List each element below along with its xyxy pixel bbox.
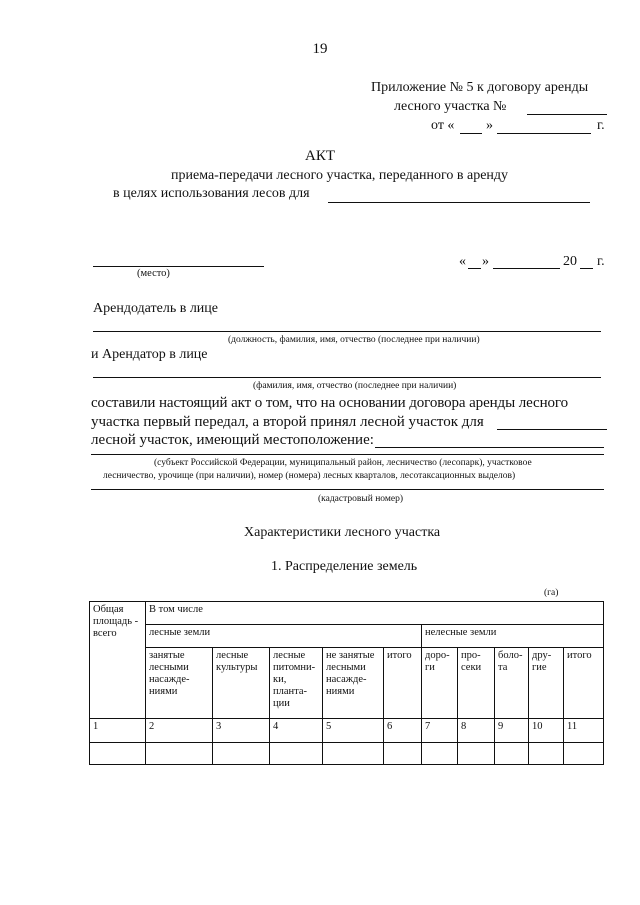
body-line-2: участка первый передал, а второй принял лесной участок для xyxy=(91,414,484,430)
table-row xyxy=(90,743,604,765)
lessor-label: Арендодатель в лице xyxy=(93,301,219,316)
table-cell xyxy=(458,743,495,765)
table-cell xyxy=(90,743,146,765)
header-col-7: доро-ги xyxy=(422,648,458,719)
col-number: 7 xyxy=(422,719,458,743)
body-purpose-line xyxy=(497,429,607,430)
lessor-hint: (должность, фамилия, имя, отчество (последнее при наличии) xyxy=(228,335,480,345)
table-cell xyxy=(384,743,422,765)
header-col-8: про-секи xyxy=(458,648,495,719)
table-cell xyxy=(270,743,323,765)
col-number: 10 xyxy=(529,719,564,743)
doc-subtitle-1: приема-передачи лесного участка, переданного в аренду xyxy=(171,168,509,183)
appendix-line-1: Приложение № 5 к договору аренды xyxy=(371,80,589,95)
cadastral-hint: (кадастровый номер) xyxy=(318,494,404,504)
header-col-2: занятые лесными насажде-ниями xyxy=(146,648,213,719)
table-cell xyxy=(422,743,458,765)
header-nonforest-lands: нелесные земли xyxy=(422,625,604,648)
body-line-1: составили настоящий акт о том, что на основании договора аренды лесного xyxy=(91,395,568,411)
header-total-area: Общая площадь - всего xyxy=(90,602,146,719)
col-number: 6 xyxy=(384,719,422,743)
doc-title: АКТ xyxy=(305,148,335,164)
date-month-line xyxy=(493,268,560,269)
col-number: 3 xyxy=(213,719,270,743)
header-col-10: дру-гие xyxy=(529,648,564,719)
col-number: 8 xyxy=(458,719,495,743)
table-number-row xyxy=(90,719,604,743)
location-hint-2: лесничество, урочище (при наличии), номер (номера) лесных кварталов, лесотаксационных выделов) xyxy=(103,471,516,481)
header-col-9: боло-та xyxy=(495,648,529,719)
page-number: 19 xyxy=(312,41,328,57)
col-number: 11 xyxy=(564,719,604,743)
body-line-3: лесной участок, имеющий местоположение: xyxy=(91,432,374,448)
subsection-title: 1. Распределение земель xyxy=(271,559,418,574)
lessor-line xyxy=(93,331,601,332)
lessee-hint: (фамилия, имя, отчество (последнее при наличии) xyxy=(253,381,457,391)
col-number: 4 xyxy=(270,719,323,743)
land-distribution-table xyxy=(89,601,604,765)
appendix-from-label: от « xyxy=(431,118,455,133)
header-col-5: не занятые лесными насажде-ниями xyxy=(323,648,384,719)
section-title: Характеристики лесного участка xyxy=(244,525,441,540)
contract-number-line xyxy=(527,114,607,115)
header-col-11: итого xyxy=(564,648,604,719)
col-number: 1 xyxy=(90,719,146,743)
col-number: 2 xyxy=(146,719,213,743)
header-col-4: лесные питомни-ки, планта-ции xyxy=(270,648,323,719)
appendix-year-label: г. xyxy=(597,118,605,133)
lessee-line xyxy=(93,377,601,378)
lessee-label: и Арендатор в лице xyxy=(91,347,208,362)
header-col-6: итого xyxy=(384,648,422,719)
date-quote-open: « xyxy=(459,254,466,269)
date-quote-close: » xyxy=(482,254,489,269)
appendix-month-line xyxy=(497,133,591,134)
location-line xyxy=(375,447,604,448)
table-cell xyxy=(564,743,604,765)
header-forest-lands: лесные земли xyxy=(146,625,422,648)
doc-subtitle-2: в целях использования лесов для xyxy=(113,186,310,201)
table-cell xyxy=(323,743,384,765)
purpose-line xyxy=(328,202,590,203)
col-number: 9 xyxy=(495,719,529,743)
appendix-day-line xyxy=(460,133,482,134)
location-hint-1: (субъект Российской Федерации, муниципальный район, лесничество (лесопарк), участковое xyxy=(154,458,532,468)
appendix-quote-close: » xyxy=(486,118,493,133)
header-including: В том числе xyxy=(146,602,604,625)
location-line-2 xyxy=(91,454,604,455)
place-line xyxy=(93,266,264,267)
date-year-line xyxy=(580,268,593,269)
header-col-3: лесные культуры xyxy=(213,648,270,719)
appendix-line-2: лесного участка № xyxy=(394,99,507,114)
table-cell xyxy=(529,743,564,765)
cadastral-line xyxy=(91,489,604,490)
place-hint: (место) xyxy=(137,268,170,279)
unit-label: (га) xyxy=(544,588,559,598)
table-cell xyxy=(495,743,529,765)
date-year-suffix: г. xyxy=(597,254,605,269)
col-number: 5 xyxy=(323,719,384,743)
date-year-prefix: 20 xyxy=(563,254,577,269)
table-cell xyxy=(213,743,270,765)
table-cell xyxy=(146,743,213,765)
date-day-line xyxy=(468,268,481,269)
